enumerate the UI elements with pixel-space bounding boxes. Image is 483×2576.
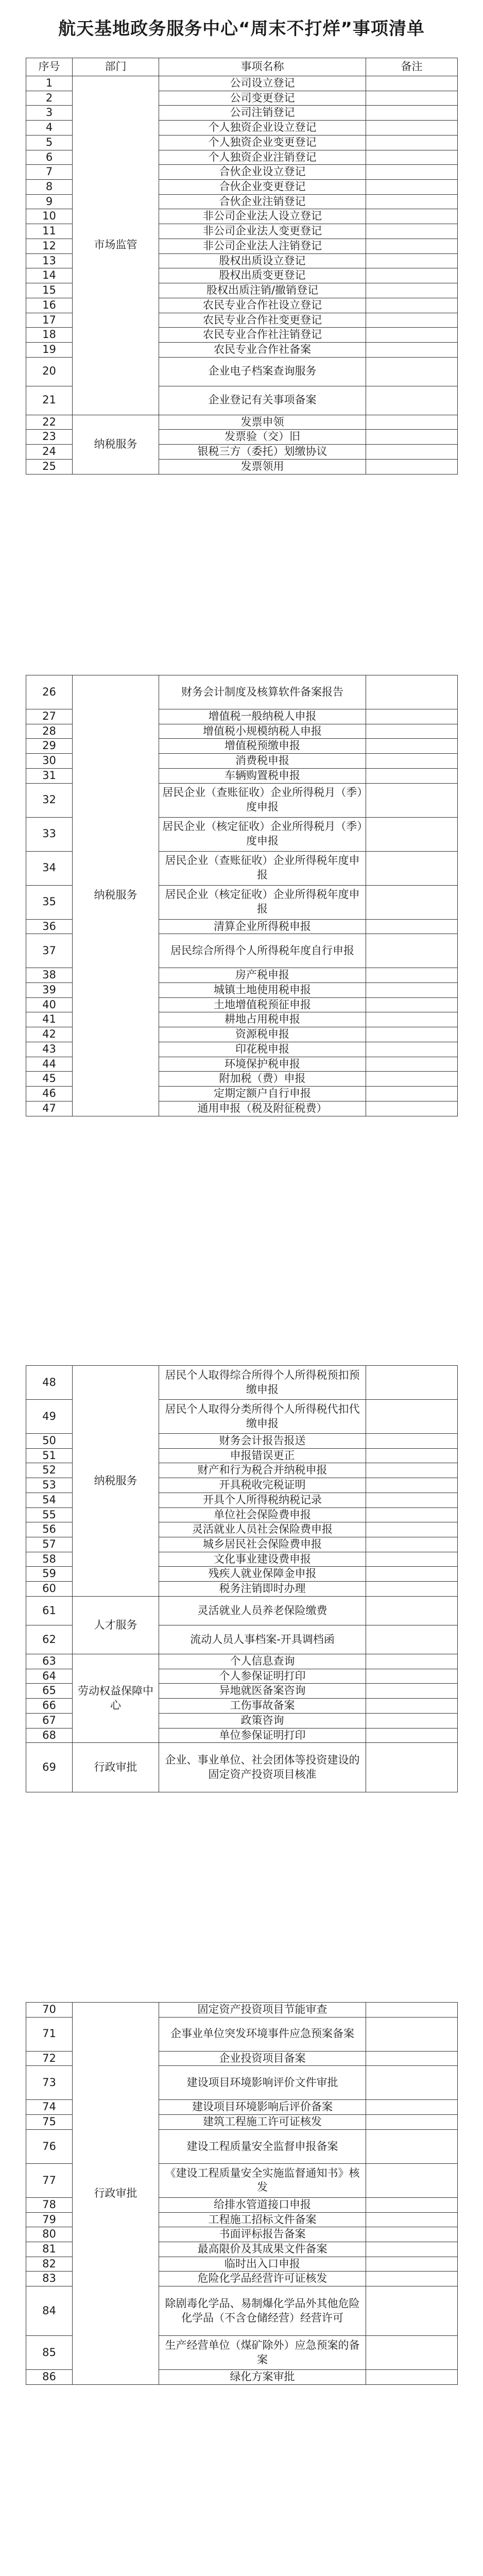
item-name: 房产税申报 xyxy=(159,968,366,983)
table-header-row xyxy=(26,58,458,76)
item-name: 印花税申报 xyxy=(159,1042,366,1057)
item-name: 耕地占用税申报 xyxy=(159,1012,366,1027)
row-number: 46 xyxy=(26,1087,73,1101)
row-number: 24 xyxy=(26,445,73,460)
row-number: 15 xyxy=(26,283,73,298)
note-cell xyxy=(366,675,458,709)
row-number: 25 xyxy=(26,459,73,474)
note-cell xyxy=(366,2163,458,2197)
item-name: 个人独资企业设立登记 xyxy=(159,121,366,135)
note-cell xyxy=(366,1567,458,1582)
note-cell xyxy=(366,298,458,313)
note-cell xyxy=(366,1654,458,1669)
row-number: 1 xyxy=(26,76,73,91)
row-number: 37 xyxy=(26,934,73,968)
item-name: 绿化方案审批 xyxy=(159,2370,366,2385)
note-cell xyxy=(366,91,458,106)
item-name: 增值税预缴申报 xyxy=(159,739,366,754)
item-name: 固定资产投资项目节能审查 xyxy=(159,2003,366,2018)
row-number: 61 xyxy=(26,1596,73,1625)
item-name: 增值税一般纳税人申报 xyxy=(159,709,366,724)
row-number: 20 xyxy=(26,357,73,386)
row-number: 75 xyxy=(26,2115,73,2130)
note-cell xyxy=(366,1728,458,1743)
item-name: 居民综合所得个人所得税年度自行申报 xyxy=(159,934,366,968)
row-number: 67 xyxy=(26,1713,73,1728)
department-cell: 行政审批 xyxy=(73,2003,159,2385)
row-number: 33 xyxy=(26,817,73,851)
note-cell xyxy=(366,357,458,386)
row-number: 58 xyxy=(26,1552,73,1567)
note-cell xyxy=(366,445,458,460)
row-number: 76 xyxy=(26,2129,73,2163)
item-name: 农民专业合作社变更登记 xyxy=(159,313,366,328)
note-cell xyxy=(366,1713,458,1728)
row-number: 71 xyxy=(26,2017,73,2051)
item-name: 个人独资企业变更登记 xyxy=(159,135,366,150)
page-title: 航天基地政务服务中心“周末不打烊”事项清单 xyxy=(58,19,425,39)
note-cell xyxy=(366,1596,458,1625)
row-number: 32 xyxy=(26,783,73,817)
item-name: 非公司企业法人注销登记 xyxy=(159,239,366,253)
note-cell xyxy=(366,2017,458,2051)
note-cell xyxy=(366,2051,458,2066)
item-name: 建设工程质量安全监督申报备案 xyxy=(159,2129,366,2163)
row-number: 3 xyxy=(26,106,73,121)
item-name: 危险化学品经营许可证核发 xyxy=(159,2272,366,2286)
item-name: 股权出质变更登记 xyxy=(159,268,366,283)
note-cell xyxy=(366,983,458,998)
row-number: 31 xyxy=(26,768,73,783)
row-number: 40 xyxy=(26,997,73,1012)
item-name: 公司注销登记 xyxy=(159,106,366,121)
item-name: 开具个人所得税纳税记录 xyxy=(159,1493,366,1507)
note-cell xyxy=(366,135,458,150)
note-cell xyxy=(366,1743,458,1792)
item-name: 税务注销即时办理 xyxy=(159,1582,366,1597)
item-name: 合伙企业变更登记 xyxy=(159,180,366,195)
row-number: 28 xyxy=(26,724,73,739)
row-number: 22 xyxy=(26,415,73,430)
item-name: 发票申领 xyxy=(159,415,366,430)
item-name: 个人参保证明打印 xyxy=(159,1669,366,1684)
table-row xyxy=(26,2003,458,2018)
item-name: 居民企业（核定征收）企业所得税月（季）度申报 xyxy=(159,817,366,851)
note-cell xyxy=(366,2115,458,2130)
row-number: 19 xyxy=(26,342,73,357)
note-cell xyxy=(366,1552,458,1567)
item-name: 发票领用 xyxy=(159,459,366,474)
row-number: 17 xyxy=(26,313,73,328)
row-number: 80 xyxy=(26,2227,73,2242)
department-cell: 人才服务 xyxy=(73,1596,159,1654)
table-row xyxy=(26,1366,458,1400)
table-row xyxy=(26,1743,458,1792)
row-number: 18 xyxy=(26,328,73,343)
department-cell: 市场监管 xyxy=(73,76,159,415)
department-cell: 纳税服务 xyxy=(73,415,159,474)
note-cell xyxy=(366,885,458,919)
item-name: 财务会计制度及核算软件备案报告 xyxy=(159,675,366,709)
note-cell xyxy=(366,268,458,283)
row-number: 39 xyxy=(26,983,73,998)
note-cell xyxy=(366,724,458,739)
item-name: 居民个人取得综合所得个人所得税预扣预缴申报 xyxy=(159,1366,366,1400)
row-number: 74 xyxy=(26,2100,73,2115)
item-name: 最高限价及其成果文件备案 xyxy=(159,2242,366,2257)
item-name: 建设项目环境影响评价文件审批 xyxy=(159,2066,366,2100)
table-row xyxy=(26,1654,458,1669)
note-cell xyxy=(366,1537,458,1552)
item-name: 城镇土地使用税申报 xyxy=(159,983,366,998)
item-name: 通用申报（税及附征税费） xyxy=(159,1101,366,1116)
row-number: 59 xyxy=(26,1567,73,1582)
item-name: 单位参保证明打印 xyxy=(159,1728,366,1743)
note-cell xyxy=(366,386,458,415)
row-number: 82 xyxy=(26,2257,73,2272)
item-name: 灵活就业人员养老保险缴费 xyxy=(159,1596,366,1625)
item-name: 个人独资企业注销登记 xyxy=(159,150,366,165)
note-cell xyxy=(366,150,458,165)
note-cell xyxy=(366,709,458,724)
note-cell xyxy=(366,239,458,253)
row-number: 12 xyxy=(26,239,73,253)
note-cell xyxy=(366,253,458,268)
item-name: 居民企业（查账征收）企业所得税月（季）度申报 xyxy=(159,783,366,817)
note-cell xyxy=(366,754,458,769)
department-cell: 劳动权益保障中心 xyxy=(73,1654,159,1742)
row-number: 83 xyxy=(26,2272,73,2286)
note-cell xyxy=(366,968,458,983)
item-name: 生产经营单位（煤矿除外）应急预案的备案 xyxy=(159,2336,366,2370)
item-name: 流动人员人事档案-开具调档函 xyxy=(159,1625,366,1654)
row-number: 5 xyxy=(26,135,73,150)
note-cell xyxy=(366,2100,458,2115)
item-name: 书面评标报告备案 xyxy=(159,2227,366,2242)
header-note: 备注 xyxy=(366,58,458,76)
note-cell xyxy=(366,1101,458,1116)
department-cell: 纳税服务 xyxy=(73,675,159,1116)
item-name: 居民企业（核定征收）企业所得税年度申报 xyxy=(159,885,366,919)
table-row xyxy=(26,675,458,709)
item-name: 工伤事故备案 xyxy=(159,1699,366,1714)
item-name: 增值税小规模纳税人申报 xyxy=(159,724,366,739)
row-number: 43 xyxy=(26,1042,73,1057)
note-cell xyxy=(366,1448,458,1463)
item-name: 股权出质注销/撤销登记 xyxy=(159,283,366,298)
note-cell xyxy=(366,2272,458,2286)
row-number: 42 xyxy=(26,1027,73,1042)
item-name: 合伙企业注销登记 xyxy=(159,194,366,209)
row-number: 41 xyxy=(26,1012,73,1027)
header-item: 事项名称 xyxy=(159,58,366,76)
note-cell xyxy=(366,739,458,754)
row-number: 52 xyxy=(26,1463,73,1478)
row-number: 55 xyxy=(26,1507,73,1522)
note-cell xyxy=(366,328,458,343)
note-cell xyxy=(366,817,458,851)
note-cell xyxy=(366,342,458,357)
row-number: 69 xyxy=(26,1743,73,1792)
row-number: 21 xyxy=(26,386,73,415)
item-name: 非公司企业法人设立登记 xyxy=(159,209,366,224)
item-name: 居民企业（查账征收）企业所得税年度申报 xyxy=(159,851,366,885)
row-number: 79 xyxy=(26,2212,73,2227)
note-cell xyxy=(366,180,458,195)
item-name: 企业、事业单位、社会团体等投资建设的固定资产投资项目核准 xyxy=(159,1743,366,1792)
row-number: 34 xyxy=(26,851,73,885)
note-cell xyxy=(366,851,458,885)
note-cell xyxy=(366,121,458,135)
item-name: 工程施工招标文件备案 xyxy=(159,2212,366,2227)
row-number: 72 xyxy=(26,2051,73,2066)
row-number: 78 xyxy=(26,2197,73,2212)
note-cell xyxy=(366,1027,458,1042)
note-cell xyxy=(366,1072,458,1087)
note-cell xyxy=(366,2227,458,2242)
row-number: 14 xyxy=(26,268,73,283)
note-cell xyxy=(366,1400,458,1434)
row-number: 8 xyxy=(26,180,73,195)
row-number: 36 xyxy=(26,919,73,934)
item-name: 企事业单位突发环境事件应急预案备案 xyxy=(159,2017,366,2051)
note-cell xyxy=(366,165,458,180)
row-number: 60 xyxy=(26,1582,73,1597)
row-number: 7 xyxy=(26,165,73,180)
item-name: 企业投资项目备案 xyxy=(159,2051,366,2066)
row-number: 51 xyxy=(26,1448,73,1463)
row-number: 13 xyxy=(26,253,73,268)
row-number: 63 xyxy=(26,1654,73,1669)
item-table-part-2 xyxy=(26,675,458,1116)
item-name: 银税三方（委托）划缴协议 xyxy=(159,445,366,460)
note-cell xyxy=(366,2212,458,2227)
item-name: 公司设立登记 xyxy=(159,76,366,91)
table-row xyxy=(26,415,458,430)
item-name: 企业电子档案查询服务 xyxy=(159,357,366,386)
row-number: 62 xyxy=(26,1625,73,1654)
note-cell xyxy=(366,106,458,121)
item-name: 农民专业合作社设立登记 xyxy=(159,298,366,313)
note-cell xyxy=(366,283,458,298)
note-cell xyxy=(366,934,458,968)
item-name: 个人信息查询 xyxy=(159,1654,366,1669)
note-cell xyxy=(366,1684,458,1699)
note-cell xyxy=(366,2003,458,2018)
note-cell xyxy=(366,1582,458,1597)
item-name: 消费税申报 xyxy=(159,754,366,769)
row-number: 27 xyxy=(26,709,73,724)
item-name: 农民专业合作社注销登记 xyxy=(159,328,366,343)
note-cell xyxy=(366,768,458,783)
table-row xyxy=(26,76,458,91)
note-cell xyxy=(366,2066,458,2100)
row-number: 35 xyxy=(26,885,73,919)
note-cell xyxy=(366,1507,458,1522)
item-name: 财产和行为税合并纳税申报 xyxy=(159,1463,366,1478)
row-number: 73 xyxy=(26,2066,73,2100)
header-seq: 序号 xyxy=(26,58,73,76)
row-number: 54 xyxy=(26,1493,73,1507)
item-name: 建筑工程施工许可证核发 xyxy=(159,2115,366,2130)
row-number: 2 xyxy=(26,91,73,106)
row-number: 23 xyxy=(26,430,73,445)
item-name: 非公司企业法人变更登记 xyxy=(159,224,366,239)
row-number: 30 xyxy=(26,754,73,769)
row-number: 66 xyxy=(26,1699,73,1714)
item-name: 单位社会保险费申报 xyxy=(159,1507,366,1522)
row-number: 16 xyxy=(26,298,73,313)
item-name: 企业登记有关事项备案 xyxy=(159,386,366,415)
row-number: 84 xyxy=(26,2286,73,2336)
row-number: 65 xyxy=(26,1684,73,1699)
item-name: 环境保护税申报 xyxy=(159,1057,366,1072)
row-number: 64 xyxy=(26,1669,73,1684)
note-cell xyxy=(366,76,458,91)
row-number: 56 xyxy=(26,1522,73,1537)
note-cell xyxy=(366,1057,458,1072)
note-cell xyxy=(366,209,458,224)
note-cell xyxy=(366,1366,458,1400)
item-name: 合伙企业设立登记 xyxy=(159,165,366,180)
row-number: 86 xyxy=(26,2370,73,2385)
item-name: 土地增值税预征申报 xyxy=(159,997,366,1012)
note-cell xyxy=(366,430,458,445)
item-name: 临时出入口申报 xyxy=(159,2257,366,2272)
row-number: 81 xyxy=(26,2242,73,2257)
row-number: 50 xyxy=(26,1434,73,1449)
item-name: 资源税申报 xyxy=(159,1027,366,1042)
header-dept: 部门 xyxy=(73,58,159,76)
item-name: 车辆购置税申报 xyxy=(159,768,366,783)
note-cell xyxy=(366,1493,458,1507)
row-number: 49 xyxy=(26,1400,73,1434)
row-number: 44 xyxy=(26,1057,73,1072)
note-cell xyxy=(366,1434,458,1449)
note-cell xyxy=(366,919,458,934)
note-cell xyxy=(366,2257,458,2272)
row-number: 6 xyxy=(26,150,73,165)
department-cell: 行政审批 xyxy=(73,1743,159,1792)
row-number: 70 xyxy=(26,2003,73,2018)
item-name: 除剧毒化学品、易制爆化学品外其他危险化学品（不含仓储经营）经营许可 xyxy=(159,2286,366,2336)
note-cell xyxy=(366,2197,458,2212)
item-name: 附加税（费）申报 xyxy=(159,1072,366,1087)
row-number: 11 xyxy=(26,224,73,239)
department-cell: 纳税服务 xyxy=(73,1366,159,1597)
item-table-part-3 xyxy=(26,1365,458,1792)
row-number: 45 xyxy=(26,1072,73,1087)
note-cell xyxy=(366,1478,458,1493)
item-name: 定期定额户自行申报 xyxy=(159,1087,366,1101)
note-cell xyxy=(366,2370,458,2385)
item-table-part-4 xyxy=(26,2002,458,2385)
item-name: 开具税收完税证明 xyxy=(159,1478,366,1493)
item-table-part-1 xyxy=(26,58,458,474)
item-name: 发票验（交）旧 xyxy=(159,430,366,445)
item-name: 公司变更登记 xyxy=(159,91,366,106)
item-name: 居民个人取得分类所得个人所得税代扣代缴申报 xyxy=(159,1400,366,1434)
item-name: 异地就医备案咨询 xyxy=(159,1684,366,1699)
note-cell xyxy=(366,1012,458,1027)
row-number: 53 xyxy=(26,1478,73,1493)
table-row xyxy=(26,1596,458,1625)
item-name: 残疾人就业保障金申报 xyxy=(159,1567,366,1582)
item-name: 财务会计报告报送 xyxy=(159,1434,366,1449)
note-cell xyxy=(366,1087,458,1101)
note-cell xyxy=(366,1463,458,1478)
item-name: 申报错误更正 xyxy=(159,1448,366,1463)
note-cell xyxy=(366,1522,458,1537)
row-number: 4 xyxy=(26,121,73,135)
note-cell xyxy=(366,1042,458,1057)
note-cell xyxy=(366,2129,458,2163)
note-cell xyxy=(366,1669,458,1684)
row-number: 47 xyxy=(26,1101,73,1116)
note-cell xyxy=(366,2286,458,2336)
row-number: 9 xyxy=(26,194,73,209)
item-name: 城乡居民社会保险费申报 xyxy=(159,1537,366,1552)
row-number: 57 xyxy=(26,1537,73,1552)
note-cell xyxy=(366,415,458,430)
note-cell xyxy=(366,459,458,474)
note-cell xyxy=(366,313,458,328)
item-name: 政策咨询 xyxy=(159,1713,366,1728)
item-name: 农民专业合作社备案 xyxy=(159,342,366,357)
row-number: 26 xyxy=(26,675,73,709)
row-number: 68 xyxy=(26,1728,73,1743)
note-cell xyxy=(366,2242,458,2257)
note-cell xyxy=(366,194,458,209)
row-number: 85 xyxy=(26,2336,73,2370)
item-name: 清算企业所得税申报 xyxy=(159,919,366,934)
row-number: 48 xyxy=(26,1366,73,1400)
note-cell xyxy=(366,2336,458,2370)
item-name: 灵活就业人员社会保险费申报 xyxy=(159,1522,366,1537)
row-number: 10 xyxy=(26,209,73,224)
note-cell xyxy=(366,1699,458,1714)
item-name: 给排水管道接口申报 xyxy=(159,2197,366,2212)
row-number: 77 xyxy=(26,2163,73,2197)
note-cell xyxy=(366,997,458,1012)
note-cell xyxy=(366,1625,458,1654)
note-cell xyxy=(366,783,458,817)
row-number: 38 xyxy=(26,968,73,983)
item-name: 建设项目环境影响后评价备案 xyxy=(159,2100,366,2115)
note-cell xyxy=(366,224,458,239)
item-name: 《建设工程质量安全实施监督通知书》核发 xyxy=(159,2163,366,2197)
row-number: 29 xyxy=(26,739,73,754)
item-name: 文化事业建设费申报 xyxy=(159,1552,366,1567)
item-name: 股权出质设立登记 xyxy=(159,253,366,268)
